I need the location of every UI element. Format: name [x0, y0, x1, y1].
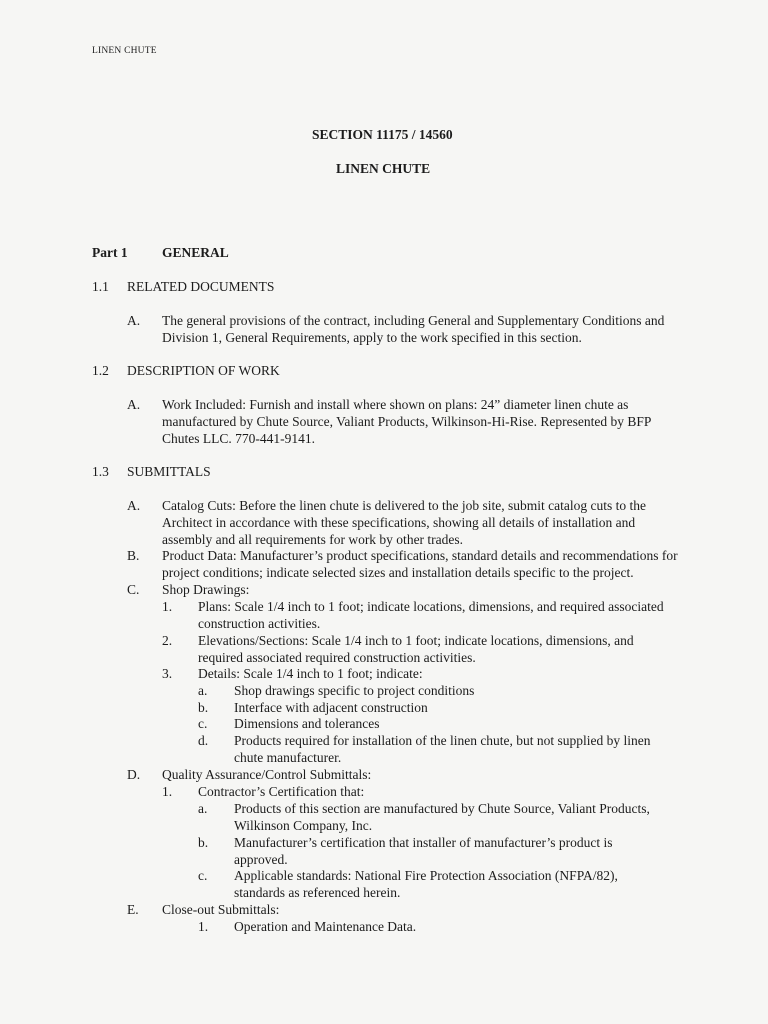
subitem-text: Elevations/Sections: Scale 1/4 inch to 1 foot; indicate locations, dimensions, and required associated required construction activities.	[198, 633, 634, 665]
subitem-label: 1.	[162, 599, 173, 614]
item-text: The general provisions of the contract, including General and Supplementary Conditions and Division 1, General Requirements, apply to the work specified in this section.	[162, 313, 665, 345]
section-number-1-2: 1.2	[92, 363, 109, 378]
running-header: LINEN CHUTE	[92, 46, 157, 56]
subitem-label: 1.	[198, 919, 209, 934]
item-label: B.	[127, 548, 140, 563]
subitem-label: 2.	[162, 633, 173, 648]
item-text: Product Data: Manufacturer’s product specifications, standard details and recommendations for project conditions; indicate selected sizes and installation details specific to the project.	[162, 548, 678, 580]
section-heading-description-of-work: DESCRIPTION OF WORK	[127, 363, 280, 378]
section-number-1-1: 1.1	[92, 279, 109, 294]
subitem-label: 3.	[162, 666, 173, 681]
item-label: A.	[127, 397, 141, 412]
subitem-label: 1.	[162, 784, 173, 799]
section-title: LINEN CHUTE	[336, 161, 431, 176]
subsubitem-label: b.	[198, 835, 209, 850]
subsubitem-text: Manufacturer’s certification that installer of manufacturer’s product is approved.	[234, 835, 613, 867]
subsubitem-text: Applicable standards: National Fire Protection Association (NFPA/82), standards as referenced herein.	[234, 868, 618, 900]
part-label: Part 1	[92, 245, 128, 260]
subsubitem-text: Products of this section are manufactured by Chute Source, Valiant Products, Wilkinson Company, Inc.	[234, 801, 650, 833]
section-heading-related-documents: RELATED DOCUMENTS	[127, 279, 275, 294]
subsubitem-label: d.	[198, 733, 209, 748]
item-label: C.	[127, 582, 140, 597]
section-number-1-3: 1.3	[92, 464, 109, 479]
item-text: Quality Assurance/Control Submittals:	[162, 767, 372, 782]
item-text: Close-out Submittals:	[162, 902, 280, 917]
item-label: E.	[127, 902, 139, 917]
item-label: A.	[127, 498, 141, 513]
subitem-text: Plans: Scale 1/4 inch to 1 foot; indicate locations, dimensions, and required associated construction activities.	[198, 599, 664, 631]
item-label: A.	[127, 313, 141, 328]
subsubitem-label: a.	[198, 683, 208, 698]
subsubitem-label: b.	[198, 700, 209, 715]
item-label: D.	[127, 767, 141, 782]
subsubitem-label: c.	[198, 716, 208, 731]
item-text: Work Included: Furnish and install where shown on plans: 24” diameter linen chute as manufactured by Chute Source, Valiant Products, Wilkinson-Hi-Rise. Represented by BFP Chutes LLC. 770-441-9141.	[162, 397, 651, 446]
section-heading-submittals: SUBMITTALS	[127, 464, 211, 479]
subitem-text: Contractor’s Certification that:	[198, 784, 365, 799]
subsubitem-label: c.	[198, 868, 208, 883]
section-number: SECTION 11175 / 14560	[312, 127, 453, 142]
part-title: GENERAL	[162, 245, 229, 260]
subsubitem-text: Dimensions and tolerances	[234, 716, 380, 731]
subsubitem-label: a.	[198, 801, 208, 816]
subitem-text: Details: Scale 1/4 inch to 1 foot; indicate:	[198, 666, 423, 681]
subsubitem-text: Products required for installation of the linen chute, but not supplied by linen chute manufacturer.	[234, 733, 651, 765]
subsubitem-text: Shop drawings specific to project conditions	[234, 683, 475, 698]
subsubitem-text: Interface with adjacent construction	[234, 700, 428, 715]
item-text: Shop Drawings:	[162, 582, 250, 597]
subitem-text: Operation and Maintenance Data.	[234, 919, 417, 934]
item-text: Catalog Cuts: Before the linen chute is delivered to the job site, submit catalog cuts to the Architect in accordance with these specifications, showing all details of installation and assembly and all requirements for work by other trades.	[162, 498, 647, 547]
